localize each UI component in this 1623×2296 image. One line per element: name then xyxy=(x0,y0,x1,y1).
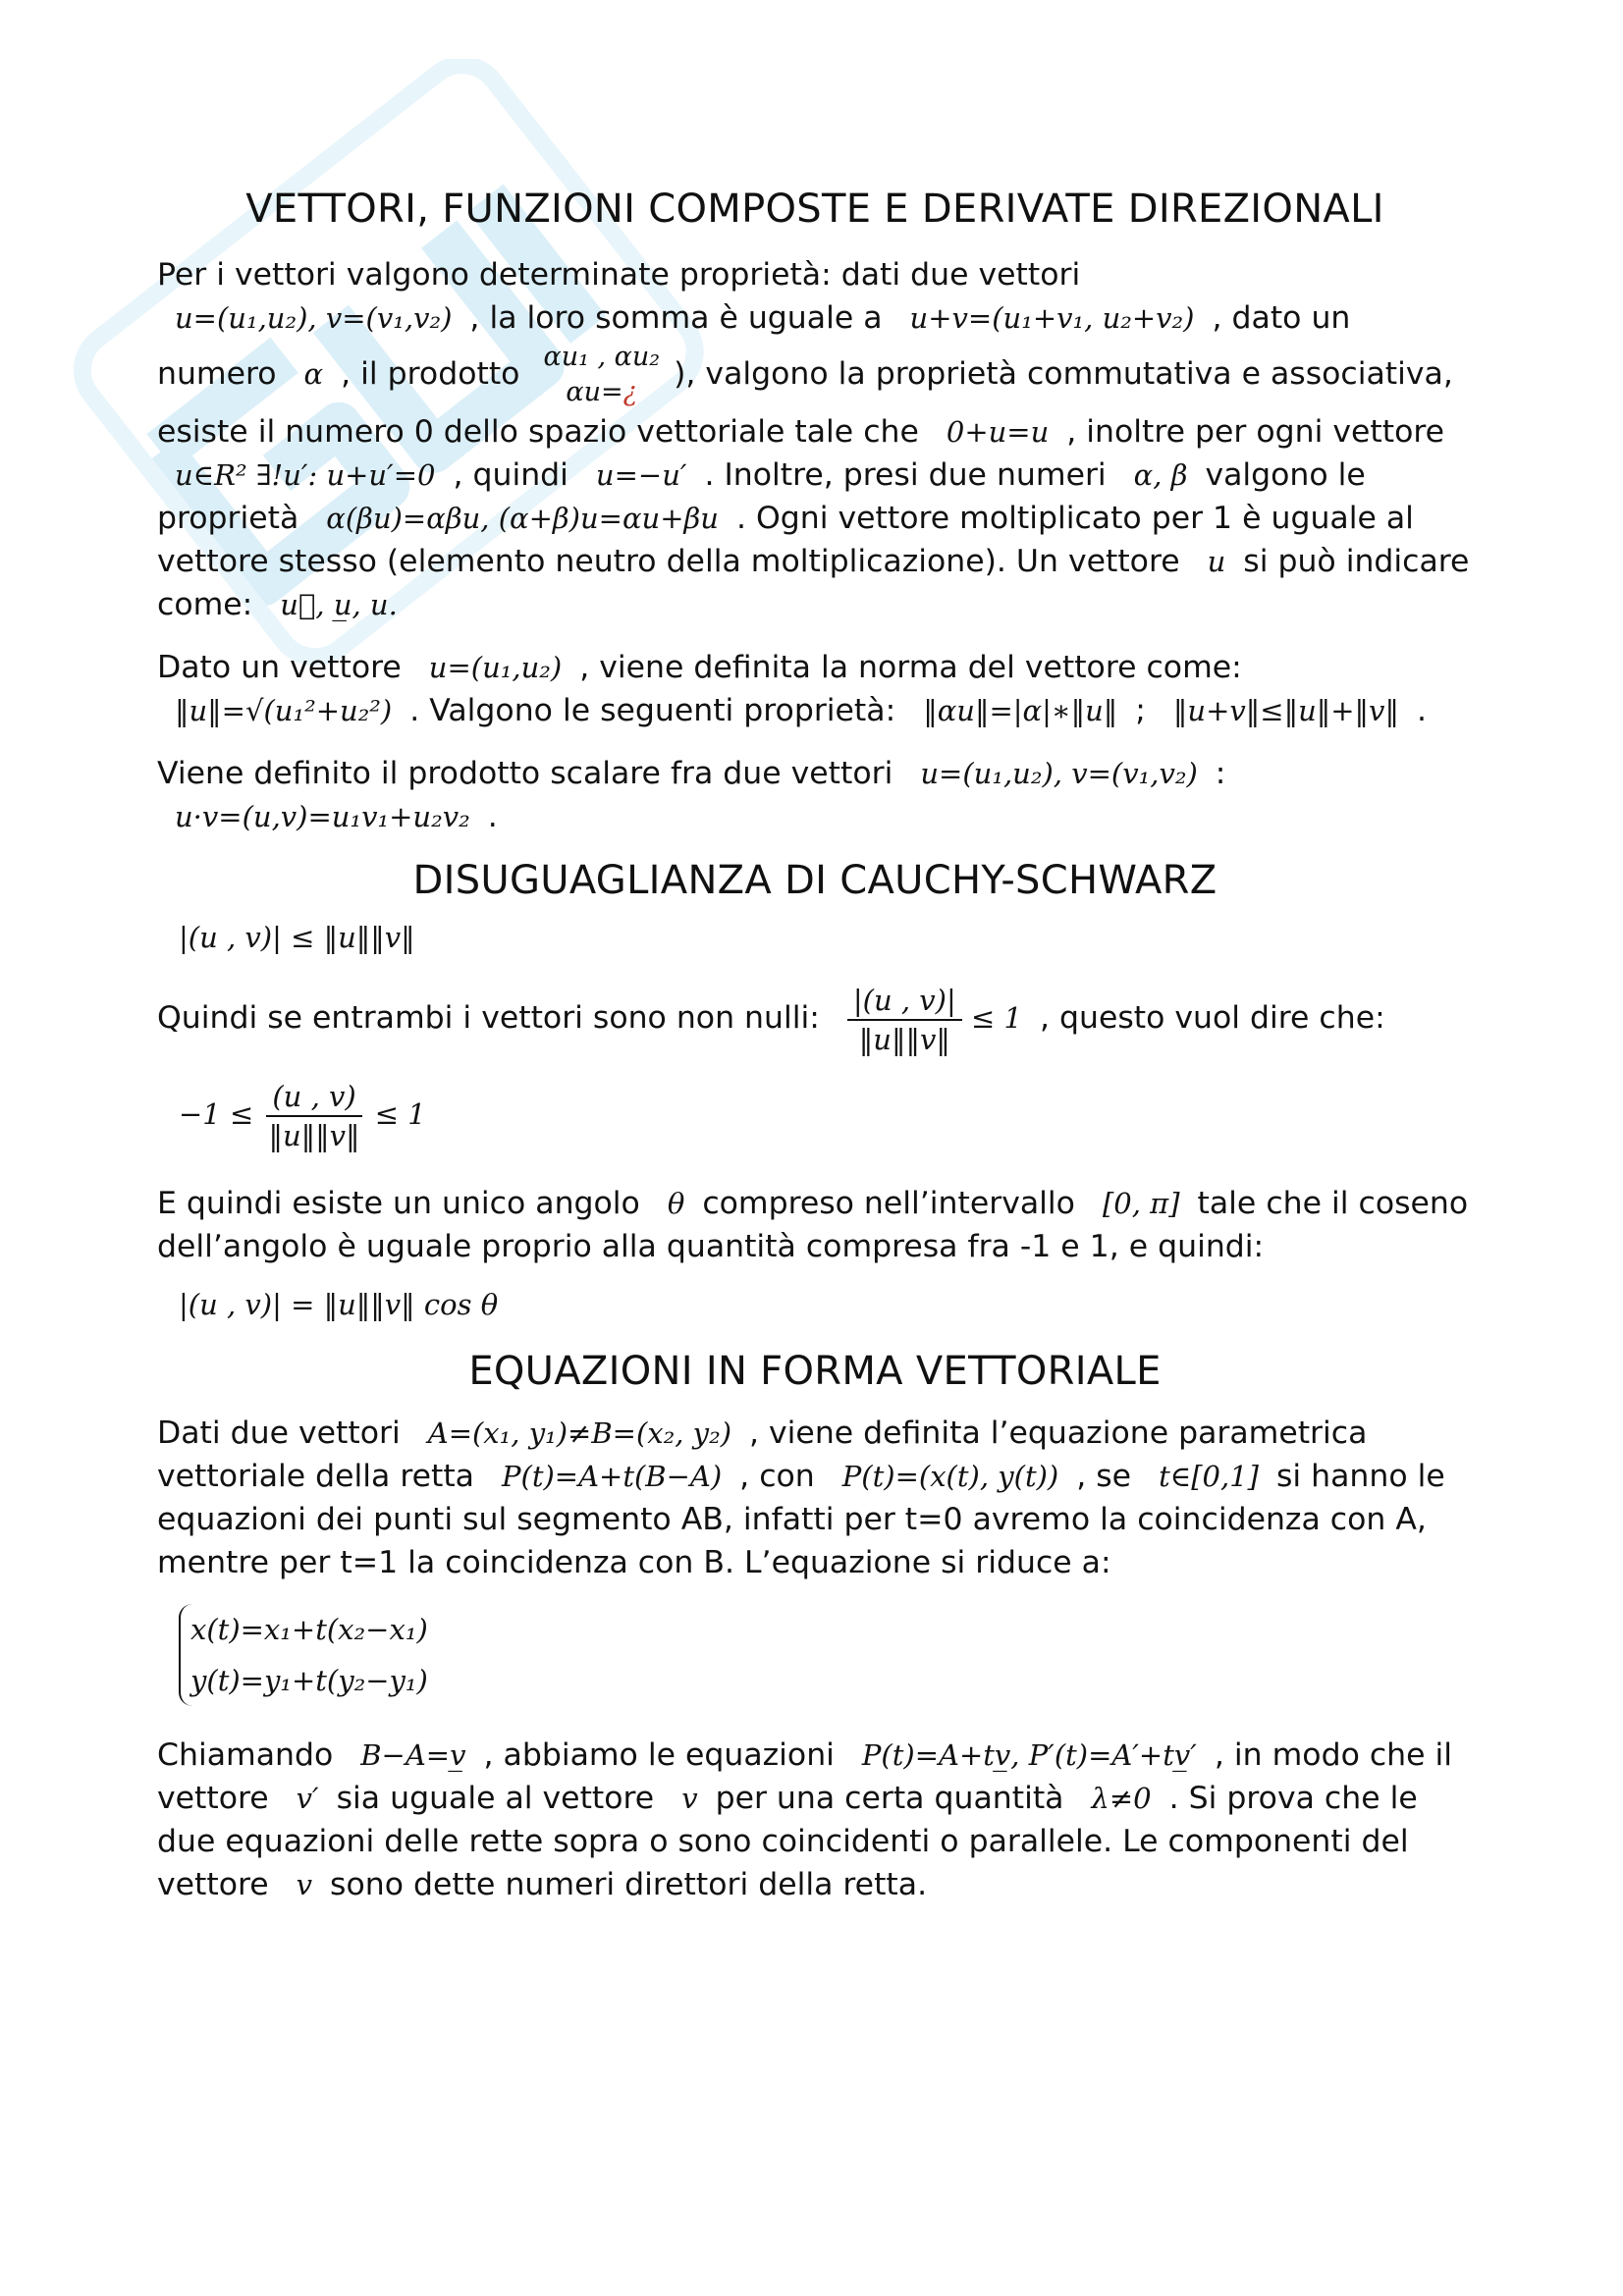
formula-dot-product: u·v=(u,v)=u₁v₁+u₂v₂ xyxy=(175,800,470,833)
formula-lambda: λ≠0 xyxy=(1091,1782,1152,1815)
formula-glyph-error: ¿ xyxy=(622,377,638,407)
paragraph-angle xyxy=(157,1182,1473,1268)
text: . Valgono le seguenti proprietà: xyxy=(409,693,896,728)
text: . Inoltre, presi due numeri xyxy=(704,457,1107,493)
text: , con xyxy=(739,1459,815,1494)
text: , inoltre per ogni vettore xyxy=(1066,414,1445,450)
document-page xyxy=(157,187,1473,1926)
paragraph-vector-properties xyxy=(157,253,1473,626)
formula-v-prime: v′ xyxy=(296,1782,319,1815)
text: si può indicare come: xyxy=(157,544,1470,622)
text: Per i vettori valgono determinate proprietà: dati due vettori xyxy=(157,257,1081,293)
text: , in modo che il vettore xyxy=(157,1737,1453,1816)
section-title-cauchy-schwarz: DISUGUAGLIANZA DI CAUCHY-SCHWARZ xyxy=(412,858,1217,903)
formula-u-def: u=(u₁,u₂) xyxy=(428,651,563,684)
formula-theta: θ xyxy=(667,1187,685,1220)
text: . xyxy=(487,799,498,834)
formula-alpha: α xyxy=(303,357,324,391)
text: ; xyxy=(1135,693,1146,728)
text: sia uguale al vettore xyxy=(336,1781,655,1816)
fraction-denominator: ‖u‖‖v‖ xyxy=(858,1023,950,1056)
formula-cauchy-schwarz: |(u , v)| ≤ ‖u‖‖v‖ xyxy=(179,921,415,954)
formula-alpha-beta: α, β xyxy=(1133,458,1188,492)
text: . Si prova che le due equazioni delle rette sopra o sono coincidenti o parallele. Le componenti del vettore xyxy=(157,1781,1418,1902)
formula-ratio xyxy=(830,982,1040,1058)
paragraph-parametric xyxy=(157,1412,1473,1584)
text: , abbiamo le equazioni xyxy=(483,1737,835,1773)
text: Chiamando xyxy=(157,1737,334,1773)
formula-u: u xyxy=(1207,545,1226,578)
text: Quindi se entrambi i vettori sono non nulli: xyxy=(157,1000,820,1036)
text: Viene definito il prodotto scalare fra due vettori xyxy=(157,756,893,791)
fraction-numerator: |(u , v)| xyxy=(847,982,962,1021)
formula-triangle-ineq: ‖u+v‖≤‖u‖+‖v‖ xyxy=(1172,694,1399,727)
text: sono dette numeri direttori della retta. xyxy=(330,1867,928,1902)
text: , quindi xyxy=(453,457,568,493)
text: , questo vuol dire che: xyxy=(1039,1000,1385,1036)
paragraph-norm xyxy=(157,646,1473,732)
text: E quindi esiste un unico angolo xyxy=(157,1186,640,1221)
formula-product-bottom xyxy=(566,375,637,410)
text: Dato un vettore xyxy=(157,650,402,685)
formula-product-top: αu₁ , αu₂ xyxy=(543,342,661,372)
bounds-rhs: ≤ 1 xyxy=(374,1097,426,1131)
page-title: VETTORI, FUNZIONI COMPOSTE E DERIVATE DIREZIONALI xyxy=(245,187,1384,232)
text: : xyxy=(1215,756,1226,791)
formula-interval: [0, π] xyxy=(1102,1187,1180,1220)
formula-t-range: t∈[0,1] xyxy=(1159,1460,1259,1493)
formula-bounds xyxy=(179,1078,1473,1154)
formula-zero: 0+u=u xyxy=(946,415,1050,449)
fraction-numerator: (u , v) xyxy=(266,1078,361,1117)
text: si hanno le equazioni dei punti sul segmento AB, infatti per t=0 avremo la coincidenza con A, mentre per t=1 la coincidenza con B. L’equazione si riduce a: xyxy=(157,1459,1445,1580)
paragraph-dot-product xyxy=(157,752,1473,838)
formula-sum: u+v=(u₁+v₁, u₂+v₂) xyxy=(909,301,1195,335)
text: , la loro somma è uguale a xyxy=(469,300,883,336)
formula-u-neg: u=−u′ xyxy=(595,458,687,492)
formula-two-lines: P(t)=A+tv̲, P′(t)=A′+tv̲′ xyxy=(861,1738,1197,1772)
formula-system xyxy=(179,1604,1473,1706)
formula-norm: ‖u‖=√(u₁²+u₂²) xyxy=(175,694,393,727)
formula-distributive: α(βu)=αβu, (α+β)u=αu+βu xyxy=(326,502,719,535)
fraction-denominator: ‖u‖‖v‖ xyxy=(268,1119,360,1152)
formula-v-2: v xyxy=(296,1868,313,1901)
text: Dati due vettori xyxy=(157,1415,401,1451)
formula-vectors-uv-2: u=(u₁,u₂), v=(v₁,v₂) xyxy=(920,757,1198,790)
formula-line: P(t)=A+t(B−A) xyxy=(502,1460,723,1493)
formula-norm-scalar: ‖αu‖=|α|∗‖u‖ xyxy=(923,694,1118,727)
fraction xyxy=(263,1078,366,1154)
formula-cosine: |(u , v)| = ‖u‖‖v‖ cos θ xyxy=(179,1288,499,1321)
text: . Ogni vettore moltiplicato per 1 è uguale al vettore stesso (elemento neutro della moltiplicazione). Un vettore xyxy=(157,501,1414,579)
paragraph-direction xyxy=(157,1734,1473,1906)
bounds-lhs: −1 ≤ xyxy=(179,1097,254,1131)
fraction-rhs: ≤ 1 xyxy=(970,1001,1022,1035)
formula-vectors-uv: u=(u₁,u₂), v=(v₁,v₂) xyxy=(175,301,453,335)
system-brace xyxy=(179,1604,428,1706)
text: , il prodotto xyxy=(341,356,520,392)
text: , se xyxy=(1076,1459,1132,1494)
text: compreso nell’intervallo xyxy=(702,1186,1075,1221)
text: . xyxy=(1416,693,1427,728)
formula-product xyxy=(529,340,674,410)
text: , dato un numero xyxy=(157,300,1351,392)
formula-product-lhs: αu= xyxy=(566,377,623,407)
text: ), valgono la proprietà commutativa e associativa, esiste il numero 0 dello spazio vettoriale tale che xyxy=(157,356,1453,450)
paragraph-nonzero xyxy=(157,982,1473,1058)
formula-pt: P(t)=(x(t), y(t)) xyxy=(841,1460,1059,1493)
section-title-vector-equations: EQUAZIONI IN FORMA VETTORIALE xyxy=(468,1349,1162,1394)
system-eq-x: x(t)=x₁+t(x₂−x₁) xyxy=(190,1613,428,1646)
text: tale che il coseno dell’angolo è uguale proprio alla quantità compresa fra -1 e 1, e quindi: xyxy=(157,1186,1469,1264)
formula-inverse: u∈R² ∃!u′: u+u′=0 xyxy=(175,458,436,492)
fraction xyxy=(847,982,962,1058)
text: , viene definita la norma del vettore come: xyxy=(579,650,1242,685)
formula-direction-vector: B−A=v̲ xyxy=(360,1738,466,1772)
system-eq-y: y(t)=y₁+t(y₂−y₁) xyxy=(190,1664,428,1697)
text: valgono le proprietà xyxy=(157,457,1366,536)
formula-v: v xyxy=(681,1782,698,1815)
text: , viene definita l’equazione parametrica vettoriale della retta xyxy=(157,1415,1368,1494)
formula-notations: u⃗, u̲, u. xyxy=(280,588,398,621)
formula-points-ab: A=(x₁, y₁)≠B=(x₂, y₂) xyxy=(427,1416,732,1450)
text: per una certa quantità xyxy=(715,1781,1064,1816)
